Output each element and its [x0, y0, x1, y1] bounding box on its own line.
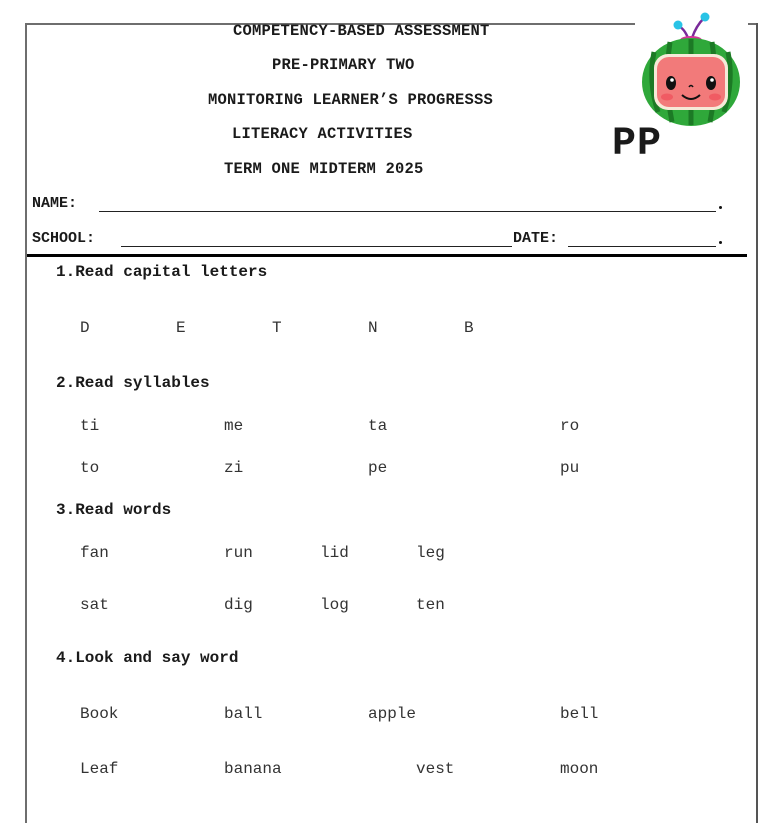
look-say-item: Book	[80, 705, 119, 723]
word-item: run	[224, 544, 253, 562]
syllable-item: me	[224, 417, 244, 435]
letter-item: D	[80, 319, 90, 337]
name-field[interactable]	[99, 211, 716, 212]
question-4-title: 4.Look and say word	[56, 649, 239, 667]
assessment-subtitle: MONITORING LEARNER’S PROGRESSS	[208, 91, 494, 109]
word-item: dig	[224, 596, 253, 614]
syllable-item: ti	[80, 417, 100, 435]
letter-item: B	[464, 319, 474, 337]
school-field[interactable]	[121, 246, 512, 247]
date-label: DATE:	[513, 230, 559, 247]
word-item: log	[320, 596, 349, 614]
date-field[interactable]	[568, 246, 716, 247]
word-item: fan	[80, 544, 109, 562]
class-level: PRE-PRIMARY TWO	[272, 56, 415, 74]
term-title: TERM ONE MIDTERM 2025	[224, 160, 424, 178]
look-say-item: Leaf	[80, 760, 119, 778]
name-terminator	[719, 206, 722, 209]
look-say-item: banana	[224, 760, 282, 778]
syllable-item: to	[80, 459, 100, 477]
word-item: lid	[320, 544, 349, 562]
question-1-title: 1.Read capital letters	[56, 263, 268, 281]
letter-item: T	[272, 319, 282, 337]
watermelon-character-icon	[640, 12, 744, 126]
look-say-item: apple	[368, 705, 417, 723]
school-label: SCHOOL:	[32, 230, 96, 247]
word-item: sat	[80, 596, 109, 614]
syllable-item: ta	[368, 417, 388, 435]
name-label: NAME:	[32, 195, 78, 212]
word-item: ten	[416, 596, 445, 614]
subject-title: LITERACY ACTIVITIES	[232, 125, 413, 143]
syllable-item: pu	[560, 459, 580, 477]
look-say-item: ball	[224, 705, 263, 723]
look-say-item: moon	[560, 760, 599, 778]
syllable-item: ro	[560, 417, 580, 435]
question-3-title: 3.Read words	[56, 501, 172, 519]
letter-item: N	[368, 319, 378, 337]
syllable-item: zi	[224, 459, 244, 477]
word-item: leg	[416, 544, 445, 562]
syllable-item: pe	[368, 459, 388, 477]
date-terminator	[719, 241, 722, 244]
question-2-title: 2.Read syllables	[56, 374, 210, 392]
look-say-item: vest	[416, 760, 455, 778]
letter-item: E	[176, 319, 186, 337]
assessment-title: COMPETENCY-BASED ASSESSMENT	[233, 22, 490, 40]
look-say-item: bell	[560, 705, 599, 723]
header-divider	[27, 254, 747, 257]
class-badge: PP	[612, 122, 663, 167]
